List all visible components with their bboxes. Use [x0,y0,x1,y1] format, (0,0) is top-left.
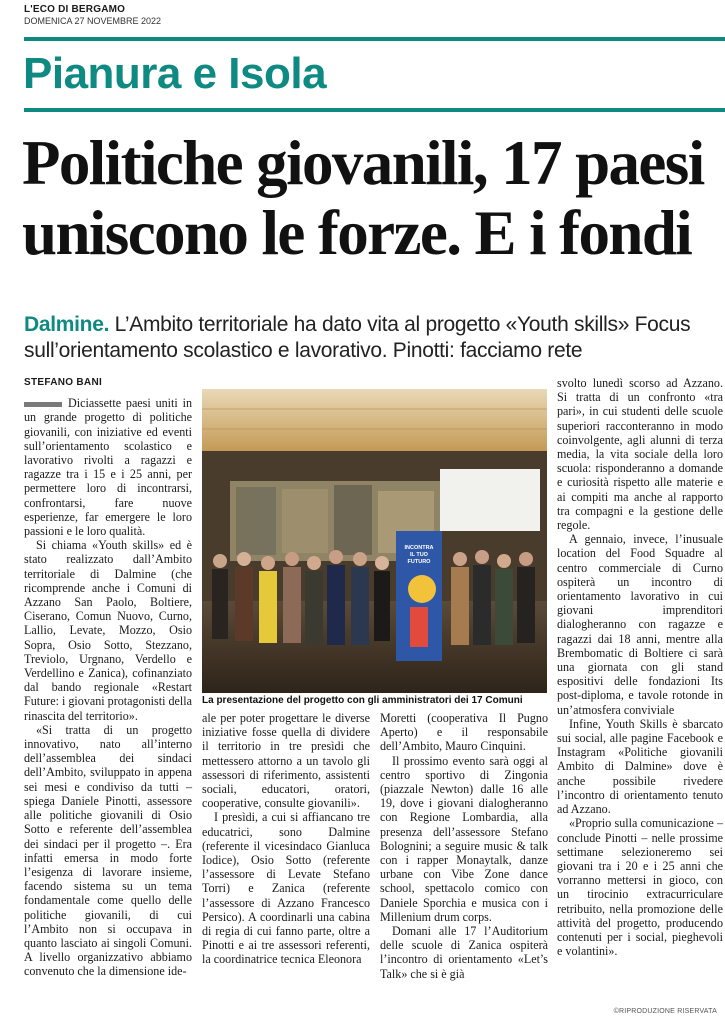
paragraph: svolto lunedì scorso ad Azzano. Si tratta di un confronto «tra pari», in cui studenti delle scuole superiori racconteranno in modo coinvolgente, agli alunni di terza media, la vita sociale della loro scuola: risponderanno a domande e curiosità rispetto alle materie e ai compiti ma anche al rapporto tra compagni e la gestione delle regole. [557,376,723,533]
headline-line-1: Politiche giovanili, 17 paesi [22,128,704,198]
article-column-4 [557,376,723,958]
paragraph: «Proprio sulla comunicazione – conclude Pinotti – nelle prossime settimane selezioneremo sei giovani tra i 20 e i 25 anni che vorranno mettersi in gioco, con un tirocinio extracurriculare retribuito, nella promozione delle attività del progetto, producendo contenuti per i social, pieghevoli e volantini». [557,816,723,959]
banner-text-3: FUTURO [407,559,431,565]
subheadline-text: L’Ambito territoriale ha dato vita al progetto «Youth skills» Focus sull’orientamento scolastico e lavorativo. Pinotti: facciamo rete [24,313,691,362]
section-title: Pianura e Isola [23,49,327,98]
paragraph: «Si tratta di un progetto innovativo, nato all’interno dell’assemblea dei sindaci dell’Ambito, sviluppato in appena sei mesi e condiviso da tutti – spiega Daniele Pinotti, assessore alle politiche giovanili di Osio Sotto e referente dell’assemblea dei sindaci per il progetto –. Era infatti emersa in modo forte l’esigenza di lavorare insieme, facendo sistema su un tema fondamentale come quello delle politiche giovanili, di cui l’Ambito non si occupava in quanto lasciato ai singoli Comuni. A livello organizzativo abbiamo convenuto che la dimensione ide- [24,722,192,979]
headline-line-2: uniscono le forze. E i fondi [22,198,692,268]
paragraph: Il prossimo evento sarà oggi al centro sportivo di Zingonia (piazzale Newton) dalle 16 alle 19, dove i giovani dialogheranno con Regione Lombardia, alla presenza dell’assessore Stefano Bolognini; a seguire music & talk con i rapper Monaytalk, danze urbane con Vibe Zone dance school, spettacolo comico con Daniele Sporchia e musica con i Millenium drum corps. [380,753,548,924]
headline [22,128,722,268]
article-column-2 [202,711,370,967]
paragraph: Moretti (cooperativa Il Pugno Aperto) e il responsabile dell’Ambito, Mauro Cinquini. [380,711,548,754]
article-column-3 [380,711,548,981]
group-photo-illustration [202,389,547,693]
banner-text-1: INCONTRA [404,545,434,551]
article-photo [202,389,547,693]
paragraph: ale per poter progettare le diverse iniziative fosse quella di dividere il territorio in tre presìdi che mettessero attorno a un tavolo gli assessori di riferimento, assistenti sociali, educatori, oratori, cooperative, consulte giovanili». [202,711,370,811]
dateline-place: Dalmine. [24,313,110,336]
issue-date: DOMENICA 27 NOVEMBRE 2022 [24,15,162,26]
section-rule [24,108,725,112]
lead-bar [24,402,62,407]
paragraph: Diciassette paesi uniti in un grande progetto di politiche giovanili, con iniziative ed eventi sull’orientamento scolastico e lavorativo rivolti a ragazzi e ragazze tra i 15 e i 25 anni, per permettere loro di incontrarsi, confrontarsi, fare nuove esperienze, far emergere le loro passioni e le loro qualità. [24,396,192,539]
paragraph: Domani alle 17 l’Auditorium delle scuole di Zanica ospiterà l’incontro di orientamento «Let’s Talk» che si è già [380,924,548,981]
banner-text-2: IL TUO [410,552,428,558]
paragraph: Infine, Youth Skills è sbarcato sui social, alle pagine Facebook e Instagram «Politiche giovanili Ambito di Dalmine» dove è anche possibile rivedere l’incontro di orientamento tenuto ad Azzano. [557,716,723,817]
paragraph: I presìdi, a cui si affiancano tre educatrici, sono Dalmine (referente il vicesindaco Gianluca Iodice), Osio Sotto (referente l’assessore di Levate Stefano Torri) e Zanica (referente l’assessore di Azzano Francesco Persico). A coordinarli una cabina di regia di cui fanno parte, oltre a Pinotti e ai tre assessori referenti, la coordinatrice tecnica Eleonora [202,810,370,967]
paragraph: Si chiama «Youth skills» ed è stato realizzato dall’Ambito territoriale di Dalmine (che ricomprende anche i Comuni di Azzano San Paolo, Boltiere, Ciserano, Comun Nuovo, Curno, Lallio, Levate, Mozzo, Osio Sopra, Osio Sotto, Stezzano, Treviolo, Urgnano, Verdello e Verdellino e Zanica), cofinanziato dal bando regionale «Restart Future: i giovani protagonisti della rinascita del territorio». [24,538,192,723]
subheadline [24,312,724,364]
top-rule [24,37,725,41]
masthead [24,4,161,26]
paragraph: A gennaio, invece, l’inusuale location del Food Squadre al centro commerciale di Curno ospiterà un incontro di orientamento lavorativo in cui giovani imprenditori dialogheranno con ragazze e ragazzi dai 18 anni, mentre alla Brembomatic di Boltiere ci sarà una giornata con gli stand espositivi delle fondazioni Its post-diploma, e tavole rotonde in un’atmosfera conviviale [557,532,723,717]
photo-caption: La presentazione del progetto con gli amministratori dei 17 Comuni [202,695,523,706]
article-column-1 [24,376,192,979]
newspaper-name: L'ECO DI BERGAMO [24,4,126,15]
byline: STEFANO BANI [24,377,103,388]
copyright-notice: ©RIPRODUZIONE RISERVATA [613,1008,717,1015]
